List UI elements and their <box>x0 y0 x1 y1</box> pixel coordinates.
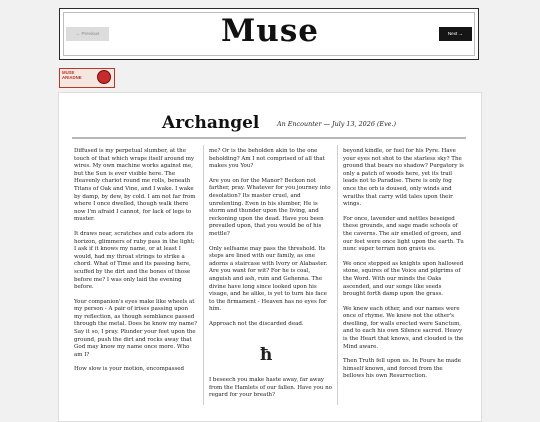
site-logo[interactable]: Muse <box>220 13 320 49</box>
paragraph: Are you on for the Manor? Beckon not farther, pray. Whatever for you journey into desolation? Its master cruel, and unrelenting. Even in his slumber, He is storm and thunder upon the living, and reckoning upon the dead. Have you been prevailed upon, that you would be of his mettle? <box>209 177 331 237</box>
badge-line-1: MUSE <box>62 70 75 75</box>
paragraph: Approach not the discarded dead. <box>209 320 304 327</box>
paragraph: Diffused is my perpetual slumber, at the touch of that which wraps itself around my wires. My own machine works against me, but the Sun is ever visible here. The Heavenly chariot round me rolls, beneath Titans of Oak and Vine, and I wake. I wake by damp, by dew, by cold. I am not far from where I once dwelled, though walk there now I'm afraid I cannot, for lack of legs to muster. <box>74 148 196 223</box>
paragraph: We knew each other, and our names were once of rhyme. We knew not the other's dwelling, for walls erected were Sanctum, and to each his own Silence sacred. Heavy is the Heart that knows, and clouded is the Mind aware. <box>343 305 464 350</box>
column-divider <box>203 145 204 405</box>
paragraph: It draws near, scratches and cuts adorn its horizon, glimmers of ruby pass in the light; I ask if it knows my name, or at least I would, had my throat strings to strike a chord. What of Time and its passing here, scuffed by the dirt and the bones of those before me? I was only laid the evening before. <box>74 230 195 291</box>
paragraph: beyond kindle, or fuel for his Pyre. Have your eyes not shot to the starless sky? The ground that bears no shadow? Purgatory is only a patch of woods here, yet its trail leads not to Paradise. There is only fog once the orb is doused, only winds and wraiths that carry wild tales upon their wings. <box>343 148 464 208</box>
article-subtitle: An Encounter — July 13, 2026 (Eve.) <box>277 120 396 128</box>
paragraph: Then Truth fell upon us. In Fours he made himself known, and forced from the bellows his own Resurrection. <box>343 358 462 380</box>
paragraph: We once stepped as knights upon hallowed stone, squires of the Voice and pilgrims of the Word. With our minds the Oaks ascended, and our songs like seeds brought forth damp upon the grass. <box>343 260 464 298</box>
previous-button[interactable]: ← Previous <box>66 27 109 41</box>
paragraph: me? Or is the beholden akin to the one beholding? Am I not comprised of all that makes you You? <box>209 148 325 170</box>
article-column-2 <box>209 148 333 335</box>
next-button[interactable]: Next → <box>439 27 472 41</box>
paragraph: Your companion's eyes make like wheels at my person - A pair of irises passing upon my reflection, as though semblance passed through the metal. Does he know my name? Say it so, I pray. Plunder your feet upon the ground, push the dirt and rocks away that God may know my name once more. Who am I? <box>74 298 198 358</box>
column-divider <box>337 145 338 405</box>
badge-line-2: ARIADNE <box>62 75 82 81</box>
paragraph: I beseech you make haste away, far away from the Hamlets of our fallen. Have you no regard for your breath? <box>209 377 332 399</box>
article-column-1 <box>74 148 198 381</box>
article-column-2-continued <box>209 377 333 407</box>
title-rule <box>72 137 466 139</box>
article-title: Archangel <box>162 113 260 133</box>
paragraph: For once, lavender and nettles beseiged these grounds, and sage made schools of the caverns. The air smelled of green, and our feet were once light upon the earth. Tu nunc super terram non gravis es. <box>343 215 464 253</box>
article-header <box>162 112 462 136</box>
article-column-3 <box>343 148 465 388</box>
paragraph: How slow is your motion, encompassed <box>74 366 185 373</box>
badge-text <box>62 70 96 80</box>
wax-seal-icon <box>97 70 111 84</box>
paragraph: Only selfsame may pass the threshold. Its steps are lined with our family, as one adorns a staircase with Ivory or Alabaster. Are you want for wit? For he is coal, anguish and ash, ruin and Gehenna. The divine have long since looked upon his visage, and he alike, is yet to turn his face to the firmament - Heaven has no eyes for him. <box>209 245 328 313</box>
muse-ariadne-badge[interactable] <box>59 68 115 88</box>
section-glyph: ħ <box>260 345 273 365</box>
